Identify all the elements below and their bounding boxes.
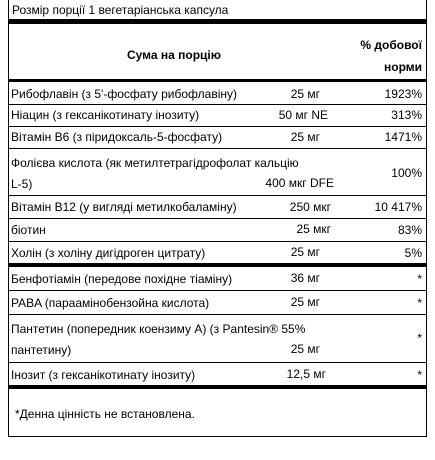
nutrient-name: Ніацин (з гексанікотинату інозиту) xyxy=(11,108,200,122)
daily-value-header-line1: % добової xyxy=(360,38,422,52)
nutrient-amount: 25 мг xyxy=(290,130,320,144)
nutrient-name: Холін (з холіну дигідроген цитрату) xyxy=(11,246,206,260)
nutrient-name: PABA (параамінобензойна кислота) xyxy=(11,296,210,310)
nutrient-row xyxy=(9,315,426,362)
nutrient-name: Бенфотіамін (передове похідне тіаміну) xyxy=(11,272,233,286)
nutrient-name: Вітамін B6 (з піридоксаль-5-фосфату) xyxy=(11,130,223,144)
nutrient-row xyxy=(9,291,426,314)
nutrient-row xyxy=(9,196,426,217)
nutrient-name: біотин xyxy=(11,223,46,237)
nutrient-row xyxy=(9,84,426,104)
nutrient-amount: 25 мг xyxy=(290,87,320,101)
nutrient-name: Вітамін B12 (у вигляді метилкобаламіну) xyxy=(11,200,237,214)
nutrient-daily-value: 10 417% xyxy=(374,200,422,214)
amount-per-serving-header: Сума на порцію xyxy=(126,48,222,62)
nutrient-amount: 400 мкг DFE xyxy=(265,176,334,190)
nutrient-daily-value: 313% xyxy=(391,108,422,122)
nutrient-row xyxy=(9,219,426,241)
serving-size: Розмір порції 1 вегетаріанська капсула xyxy=(12,3,229,17)
nutrient-amount: 25 мкг xyxy=(296,222,331,236)
nutrient-daily-value: * xyxy=(417,331,422,345)
nutrient-daily-value: 5% xyxy=(404,246,422,260)
nutrient-daily-value: 83% xyxy=(397,223,422,237)
nutrient-row xyxy=(9,242,426,263)
supplement-facts-panel xyxy=(8,0,427,437)
nutrient-amount: 12,5 мг xyxy=(286,367,326,381)
footnote: *Денна цінність не встановлена. xyxy=(15,407,195,421)
top-thick-rule xyxy=(9,19,426,24)
header-rule xyxy=(9,79,426,82)
section-thick-rule xyxy=(9,263,426,267)
nutrient-row xyxy=(9,268,426,290)
nutrient-amount: 250 мкг xyxy=(289,200,331,214)
nutrient-row xyxy=(9,149,426,195)
nutrient-name-line2: пантетину) xyxy=(11,343,72,357)
nutrient-daily-value: * xyxy=(417,368,422,382)
nutrient-amount: 25 мг xyxy=(290,295,320,309)
nutrient-row xyxy=(9,363,426,385)
nutrient-row xyxy=(9,105,426,126)
nutrient-name-line1: Пантетин (попередник коензиму А) (з Pantesin® 55% xyxy=(11,322,306,336)
nutrient-daily-value: 100% xyxy=(391,166,422,180)
bottom-thick-rule xyxy=(9,385,426,389)
nutrient-daily-value: 1471% xyxy=(384,130,422,144)
nutrient-daily-value: 1923% xyxy=(384,87,422,101)
nutrient-name: Рибофлавін (з 5'-фосфату рибофлавіну) xyxy=(11,87,238,101)
daily-value-header-line2: норми xyxy=(383,60,422,74)
nutrient-name-line1: Фолієва кислота (як метилтетрагідрофолат кальцію xyxy=(11,156,299,170)
nutrient-name-line2: L-5) xyxy=(11,177,33,191)
nutrient-row xyxy=(9,127,426,148)
nutrient-amount: 25 мг xyxy=(290,342,320,356)
nutrient-daily-value: * xyxy=(417,296,422,310)
nutrient-amount: 25 мг xyxy=(290,245,320,259)
nutrient-amount: 36 мг xyxy=(290,271,320,285)
nutrient-amount: 50 мг NE xyxy=(278,108,328,122)
nutrient-daily-value: * xyxy=(417,272,422,286)
nutrient-name: Інозит (з гексанікотинату інозиту) xyxy=(11,368,196,382)
